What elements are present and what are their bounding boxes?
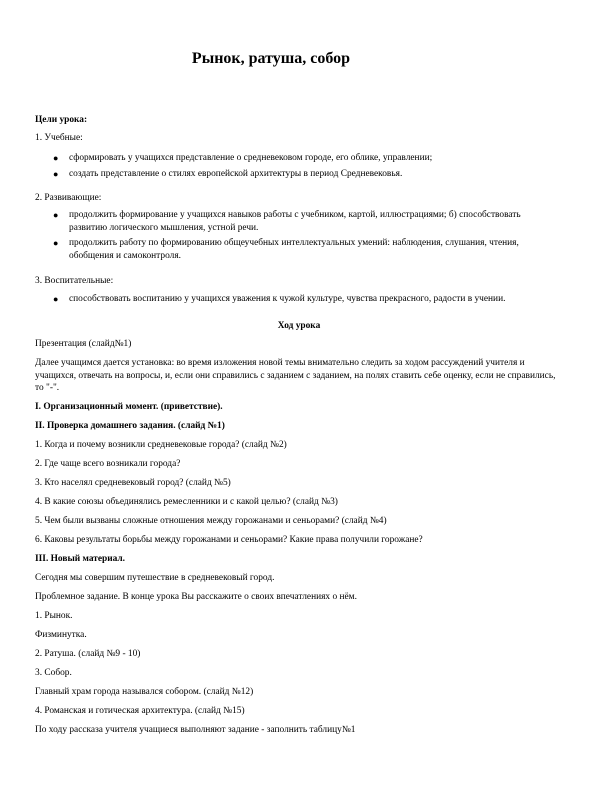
upbringing-list <box>53 293 558 309</box>
material-line: 3. Собор. <box>35 668 72 678</box>
developing-label: 2. Развивающие: <box>35 193 102 203</box>
list-item: ● создать представление о стилях европейской архитектуры в период Средневековья. <box>53 168 403 179</box>
upbringing-label: 3. Воспитательные: <box>35 276 114 286</box>
setup-paragraph: Далее учащимся дается установка: во время изложения новой темы внимательно следить за ходом рассуждений учителя и учащихся, отвечать на вопросы, и, если они справились с заданием с заданием, на полях ставить себе оценку, если не справились, то "-". <box>35 358 556 393</box>
material-line: 4. Романская и готическая архитектура. (слайд №15) <box>35 706 245 716</box>
list-item: ● продолжить работу по формированию общеучебных интеллектуальных умений: наблюдения, слушания, чтения, обобщения и самоконтроля. <box>53 238 519 261</box>
educational-list <box>53 152 558 183</box>
material-line: Проблемное задание. В конце урока Вы расскажите о своих впечатлениях о нём. <box>35 592 357 602</box>
list-item: ● продолжить формирование у учащихся навыков работы с учебником, картой, иллюстрациями; б) способствовать развитию логического мышления, устной речи. <box>53 210 521 233</box>
question-item: 5. Чем были вызваны сложные отношения между горожанами и сеньорами? (слайд №4) <box>35 516 387 526</box>
document-title: Рынок, ратуша, собор <box>191 50 351 67</box>
educational-label: 1. Учебные: <box>35 133 83 143</box>
material-line: Физминутка. <box>35 630 87 640</box>
list-item: ● способствовать воспитанию у учащихся уважения к чужой культуре, чувства прекрасного, радости в учении. <box>53 294 506 304</box>
section-heading-2: II. Проверка домашнего задания. (слайд №1) <box>35 421 225 431</box>
material-line: Главный храм города назывался собором. (слайд №12) <box>35 687 254 697</box>
question-item: 6. Каковы результаты борьбы между горожанами и сеньорами? Какие права получили горожане? <box>35 535 423 545</box>
section-heading-1: I. Организационный момент. (приветствие). <box>35 402 223 412</box>
bullet-icon: ● <box>53 238 59 248</box>
developing-list <box>53 209 558 265</box>
lesson-heading: Ход урока <box>277 321 321 331</box>
material-line: Сегодня мы совершим путешествие в средневековый город. <box>35 573 275 583</box>
question-item: 2. Где чаще всего возникали города? <box>35 459 181 469</box>
bullet-icon: ● <box>53 294 59 304</box>
presentation-line: Презентация (слайд№1) <box>35 339 132 349</box>
material-line: По ходу рассказа учителя учащиеся выполняют задание - заполнить таблицу№1 <box>35 725 356 735</box>
bullet-icon: ● <box>53 168 59 179</box>
goals-heading: Цели урока: <box>35 115 88 125</box>
question-item: 3. Кто населял средневековый город? (слайд №5) <box>35 478 231 488</box>
list-item: ● сформировать у учащихся представление о средневековом городе, его облике, управлении; <box>53 153 433 163</box>
question-item: 1. Когда и почему возникли средневековые города? (слайд №2) <box>35 440 287 450</box>
bullet-icon: ● <box>53 210 59 220</box>
material-line: 2. Ратуша. (слайд №9 - 10) <box>35 649 141 659</box>
material-line: 1. Рынок. <box>35 611 73 621</box>
bullet-icon: ● <box>53 153 59 163</box>
question-item: 4. В какие союзы объединялись ремесленники и с какой целью? (слайд №3) <box>35 497 338 507</box>
section-heading-3: III. Новый материал. <box>35 554 126 564</box>
